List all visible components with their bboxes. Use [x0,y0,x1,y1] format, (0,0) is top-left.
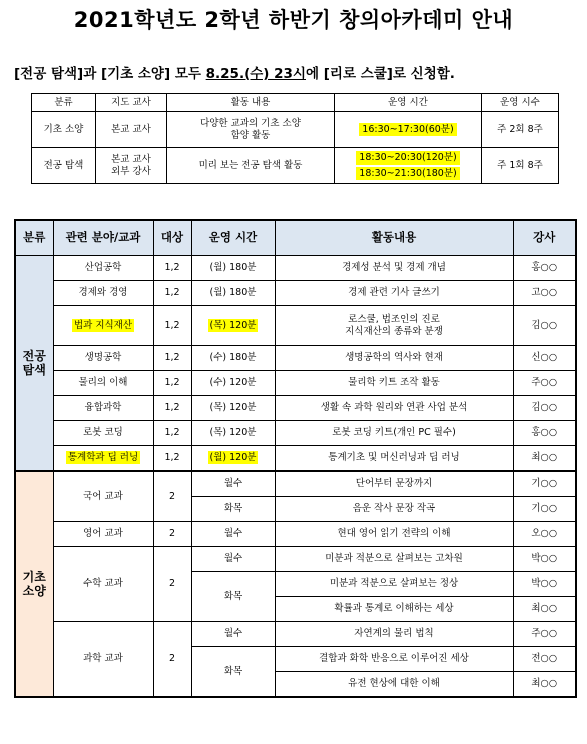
time-cell: (수) 180분 [191,346,275,371]
time-cell: (수) 120분 [191,371,275,396]
content-cell: 확률과 통계로 이해하는 세상 [275,597,513,622]
table-row [15,371,576,396]
header-time: 운영 시간 [191,220,275,256]
time-cell: (월) 120분 [191,446,275,472]
field-cell: 융합과학 [53,396,153,421]
summary-table [31,93,559,184]
summary-header-hours: 운영 시수 [482,94,559,112]
header-content: 활동내용 [275,220,513,256]
time-cell: (월) 180분 [191,256,275,281]
day-cell: 월수 [191,522,275,547]
summary-teacher: 본교 교사 [96,112,167,148]
summary-time: 16:30~17:30(60분) [335,112,482,148]
notice-text-1: [전공 탐색]과 [기초 소양] 모두 [14,66,206,82]
content-cell: 경제성 분석 및 경제 개념 [275,256,513,281]
table-row [15,396,576,421]
summary-header-teacher: 지도 교사 [96,94,167,112]
summary-row [32,112,559,148]
content-cell: 생활 속 과학 원리와 연관 사업 분석 [275,396,513,421]
instructor-cell: 김○○ [513,396,576,421]
day-cell: 월수 [191,547,275,572]
content-cell: 로봇 코딩 키트(개인 PC 필수) [275,421,513,446]
instructor-cell: 기○○ [513,497,576,522]
table-row [15,256,576,281]
target-cell: 1,2 [153,446,191,472]
day-cell: 월수 [191,622,275,647]
table-row [15,547,576,572]
content-cell: 로스쿨, 법조인의 진로 지식재산의 종류와 분쟁 [275,306,513,346]
table-row [15,421,576,446]
target-cell: 1,2 [153,396,191,421]
target-cell: 2 [153,547,191,622]
target-cell: 1,2 [153,421,191,446]
summary-hours: 주 1회 8주 [482,148,559,184]
field-cell: 국어 교과 [53,471,153,522]
summary-header-activity: 활동 내용 [167,94,335,112]
table-row [15,281,576,306]
summary-hours: 주 2회 8주 [482,112,559,148]
time-cell: (월) 180분 [191,281,275,306]
category-basic: 기초 소양 [15,471,53,697]
instructor-cell: 최○○ [513,597,576,622]
field-cell: 영어 교과 [53,522,153,547]
content-cell: 유전 현상에 대한 이해 [275,672,513,698]
target-cell: 1,2 [153,371,191,396]
target-cell: 1,2 [153,306,191,346]
field-cell: 산업공학 [53,256,153,281]
content-cell: 음운 작사 문장 작곡 [275,497,513,522]
target-cell: 1,2 [153,281,191,306]
summary-activity: 다양한 교과의 기초 소양 함양 활동 [167,112,335,148]
field-cell: 경제와 경영 [53,281,153,306]
header-target: 대상 [153,220,191,256]
instructor-cell: 김○○ [513,306,576,346]
field-cell: 생명공학 [53,346,153,371]
content-cell: 미분과 적분으로 살펴보는 정상 [275,572,513,597]
content-cell: 통계기초 및 머신러닝과 딥 러닝 [275,446,513,472]
summary-header-time: 운영 시간 [335,94,482,112]
field-cell: 물리의 이해 [53,371,153,396]
content-cell: 생명공학의 역사와 현재 [275,346,513,371]
field-cell: 통계학과 딥 러닝 [53,446,153,472]
time-cell: (목) 120분 [191,306,275,346]
summary-header-row [32,94,559,112]
header-instructor: 강사 [513,220,576,256]
notice-deadline: 8.25.(수) 23시 [205,66,306,82]
table-row [15,522,576,547]
field-cell: 과학 교과 [53,622,153,698]
summary-teacher: 본교 교사 외부 강사 [96,148,167,184]
table-row [15,346,576,371]
instructor-cell: 박○○ [513,572,576,597]
summary-header-category: 분류 [32,94,96,112]
content-cell: 자연계의 물리 법칙 [275,622,513,647]
instructor-cell: 주○○ [513,622,576,647]
target-cell: 2 [153,471,191,522]
table-row [15,446,576,472]
instructor-cell: 고○○ [513,281,576,306]
header-category: 분류 [15,220,53,256]
instructor-cell: 신○○ [513,346,576,371]
instructor-cell: 오○○ [513,522,576,547]
summary-category: 기초 소양 [32,112,96,148]
instructor-cell: 전○○ [513,647,576,672]
instructor-cell: 주○○ [513,371,576,396]
time-cell: (목) 120분 [191,421,275,446]
summary-category: 전공 탐색 [32,148,96,184]
table-row [15,622,576,647]
content-cell: 현대 영어 읽기 전략의 이해 [275,522,513,547]
instructor-cell: 최○○ [513,672,576,698]
summary-time: 18:30~20:30(120분) 18:30~21:30(180분) [335,148,482,184]
instructor-cell: 홍○○ [513,421,576,446]
program-header-row [15,220,576,256]
instructor-cell: 최○○ [513,446,576,472]
content-cell: 물리학 키트 조작 활동 [275,371,513,396]
instructor-cell: 박○○ [513,547,576,572]
category-major: 전공 탐색 [15,256,53,472]
application-notice [14,62,455,82]
field-cell: 로봇 코딩 [53,421,153,446]
notice-text-2: 에 [리로 스쿨]로 신청함. [306,66,455,82]
target-cell: 2 [153,522,191,547]
summary-row [32,148,559,184]
header-field: 관련 분야/교과 [53,220,153,256]
content-cell: 미분과 적분으로 살펴보는 고차원 [275,547,513,572]
target-cell: 1,2 [153,256,191,281]
target-cell: 1,2 [153,346,191,371]
day-cell: 월수 [191,471,275,497]
page-title: 2021학년도 2학년 하반기 창의아카데미 안내 [73,8,514,32]
field-cell: 법과 지식재산 [53,306,153,346]
content-cell: 결합과 화학 반응으로 이루어진 세상 [275,647,513,672]
content-cell: 단어부터 문장까지 [275,471,513,497]
time-cell: (목) 120분 [191,396,275,421]
field-cell: 수학 교과 [53,547,153,622]
content-cell: 경제 관련 기사 글쓰기 [275,281,513,306]
instructor-cell: 기○○ [513,471,576,497]
table-row [15,471,576,497]
day-cell: 화목 [191,572,275,622]
target-cell: 2 [153,622,191,698]
day-cell: 화목 [191,647,275,698]
instructor-cell: 홍○○ [513,256,576,281]
program-table [14,219,577,698]
day-cell: 화목 [191,497,275,522]
table-row [15,306,576,346]
summary-activity: 미리 보는 전공 탐색 활동 [167,148,335,184]
